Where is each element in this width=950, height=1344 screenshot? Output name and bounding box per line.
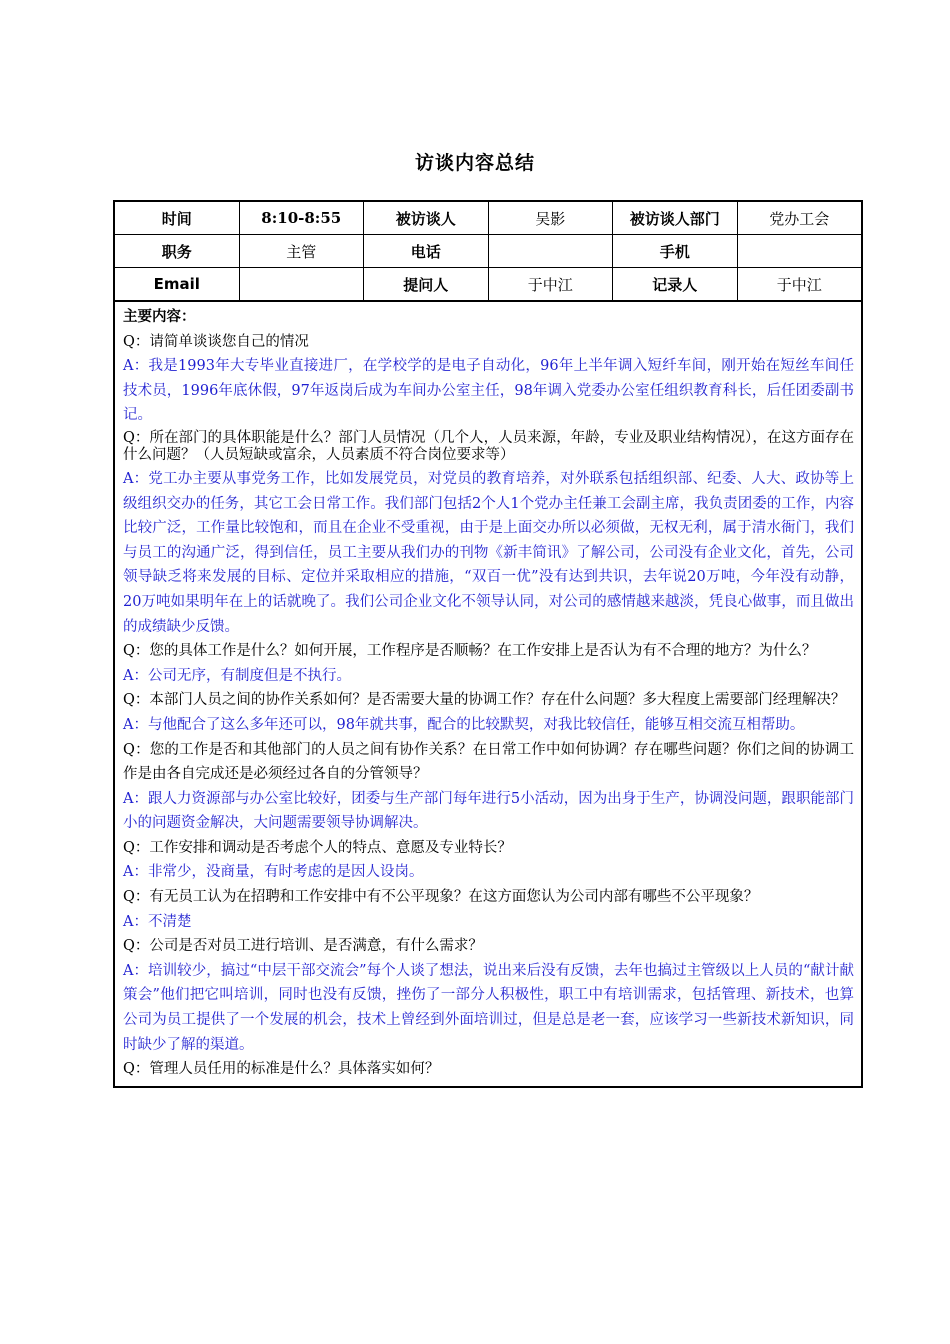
content-heading: 主要内容： <box>123 309 196 325</box>
time-value: 8:10-8:55 <box>240 202 365 234</box>
info-row-3 <box>115 268 861 302</box>
position-label: 职务 <box>115 235 240 267</box>
answer-4: A：与他配合了这么多年还可以，98年就共事，配合的比较默契，对我比较信任，能够互相交流互相帮助。 <box>123 716 805 733</box>
answer-3: A：公司无序，有制度但是不执行。 <box>123 667 351 684</box>
question-3: Q：您的具体工作是什么？如何开展，工作程序是否顺畅？在工作安排上是否认为有不合理的地方？为什么？ <box>123 643 817 660</box>
page-title: 访谈内容总结 <box>414 152 535 174</box>
question-2: Q：所在部门的具体职能是什么？部门人员情况（几个人，人员来源，年龄，专业及职业结构情况），在这方面存在什么问题？（人员短缺或富余，人员素质不符合岗位要求等） <box>123 429 854 463</box>
recorder-label: 记录人 <box>613 268 738 300</box>
interviewee-value: 吴影 <box>489 202 614 234</box>
email-label: Email <box>115 268 240 300</box>
answer-2: A：党工办主要从事党务工作，比如发展党员，对党员的教育培养，对外联系包括组织部、纪委、人大、政协等上级组织交办的任务，其它工会日常工作。我们部门包括2个人1个党办主任兼工会副主席，我负责团委的工作，内容比较广泛，工作量比较饱和，而且在企业不受重视，由于是上面交办所以必须做，无权无利，属于清水衙门，我们与员工的沟通广泛，得到信任，员工主要从我们办的刊物《新丰简讯》了解公司，公司没有企业文化，首先，公司领导缺乏将来发展的目标、定位并采取相应的措施，“双百一优”没有达到共识，去年说20万吨，今年没有动静，20万吨如果明年在上的话就晚了。我们公司企业文化不领导认同，对公司的感情越来越淡，凭良心做事，而且做出的成绩缺少反馈。 <box>123 470 854 635</box>
department-value: 党办工会 <box>769 209 830 228</box>
question-4: Q：本部门人员之间的协作关系如何？是否需要大量的协调工作？存在什么问题？多大程度上需要部门经理解决？ <box>123 692 846 709</box>
question-9: Q：管理人员任用的标准是什么？具体落实如何？ <box>123 1061 440 1078</box>
answer-6: A：非常少，没商量，有时考虑的是因人设岗。 <box>123 864 424 881</box>
email-value <box>240 268 365 300</box>
mobile-value <box>738 235 862 267</box>
question-7: Q：有无员工认为在招聘和工作安排中有不公平现象？在这方面您认为公司内部有哪些不公平现象？ <box>123 889 759 906</box>
position-value: 主管 <box>240 235 365 267</box>
phone-label: 电话 <box>364 235 489 267</box>
answer-7: A：不清楚 <box>123 913 192 930</box>
questioner-value: 于中江 <box>489 268 614 300</box>
questioner-label: 提问人 <box>364 268 489 300</box>
main-content <box>115 302 861 1086</box>
interview-table <box>113 200 863 1088</box>
answer-1: A：我是1993年大专毕业直接进厂，在学校学的是电子自动化，96年上半年调入短纤车间，刚开始在短丝车间任技术员，1996年底休假，97年返岗后成为车间办公室主任，98年调入党委办公室任组织教育科长，后任团委副书记。 <box>123 358 854 424</box>
mobile-label: 手机 <box>613 235 738 267</box>
question-6: Q：工作安排和调动是否考虑个人的特点、意愿及专业特长？ <box>123 839 512 856</box>
recorder-value: 于中江 <box>776 275 822 294</box>
answer-8: A：培训较少，搞过“中层干部交流会”每个人谈了想法，说出来后没有反馈，去年也搞过主管级以上人员的“献计献策会”他们把它叫培训，同时也没有反馈，挫伤了一部分人积极性，职工中有培训需求，包括管理、新技术，也算公司为员工提供了一个发展的机会，技术上曾经到外面培训过，但是总是老一套，应该学习一些新技术新知识，同时缺少了解的渠道。 <box>123 962 854 1053</box>
interviewee-label: 被访谈人 <box>364 202 489 234</box>
answer-5: A：跟人力资源部与办公室比较好，团委与生产部门每年进行5小活动，因为出身于生产，协调没问题，跟职能部门小的问题资金解决，大问题需要领导协调解决。 <box>123 790 854 832</box>
phone-value <box>489 235 614 267</box>
time-label: 时间 <box>115 202 240 234</box>
question-8: Q：公司是否对员工进行培训、是否满意，有什么需求？ <box>123 938 483 955</box>
info-row-2 <box>115 235 861 268</box>
info-row-1 <box>115 202 861 235</box>
department-label: 被访谈人部门 <box>613 202 738 234</box>
question-1: Q：请简单谈谈您自己的情况 <box>123 333 309 350</box>
question-5: Q：您的工作是否和其他部门的人员之间有协作关系？在日常工作中如何协调？存在哪些问题？你们之间的协调工作是由各自完成还是必须经过各自的分管领导？ <box>123 741 854 783</box>
